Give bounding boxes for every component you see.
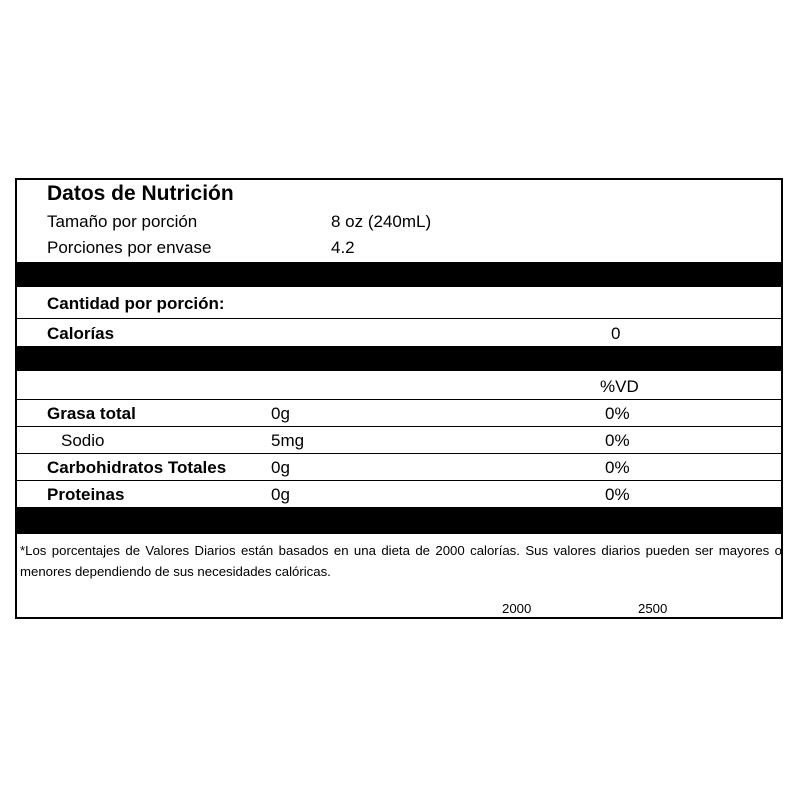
nutrient-dv-total-carbohydrates: 0% — [605, 458, 630, 477]
servings-per-container-value: 4.2 — [331, 238, 355, 257]
nutrient-name-protein: Proteinas — [47, 485, 125, 504]
thick-divider — [17, 346, 781, 371]
divider — [17, 318, 781, 319]
serving-size-label: Tamaño por porción — [47, 212, 198, 231]
nutrient-name-total-fat: Grasa total — [47, 404, 136, 423]
amount-per-serving-heading: Cantidad por porción: — [47, 294, 225, 313]
nutrient-amount-sodium: 5mg — [271, 431, 305, 450]
divider — [17, 426, 781, 427]
nutrient-name-sodium: Sodio — [61, 431, 105, 450]
nutrient-amount-protein: 0g — [271, 485, 290, 504]
serving-size-value: 8 oz (240mL) — [331, 212, 432, 231]
daily-value-header: %VD — [600, 377, 639, 396]
nutrient-dv-total-fat: 0% — [605, 404, 630, 423]
label-title: Datos de Nutrición — [47, 182, 234, 205]
thick-divider — [17, 507, 781, 534]
calories-label: Calorías — [47, 324, 115, 343]
thick-divider — [17, 262, 781, 287]
nutrient-dv-sodium: 0% — [605, 431, 630, 450]
nutrient-amount-total-carbohydrates: 0g — [271, 458, 290, 477]
nutrient-dv-protein: 0% — [605, 485, 630, 504]
divider — [17, 480, 781, 481]
divider — [17, 399, 781, 400]
servings-per-container-label: Porciones por envase — [47, 238, 212, 257]
footnote: *Los porcentajes de Valores Diarios están basados en una dieta de 2000 calorías. Sus valores diarios pueden ser mayores o menores dependiendo de sus necesidades calóricas. — [20, 543, 782, 579]
nutrient-name-total-carbohydrates: Carbohidratos Totales — [47, 458, 227, 477]
calorie-column-2000: 2000 — [502, 601, 532, 616]
calories-value: 0 — [611, 324, 621, 343]
nutrition-facts-label — [15, 178, 783, 619]
calorie-column-2500: 2500 — [638, 601, 668, 616]
divider — [17, 453, 781, 454]
nutrient-amount-total-fat: 0g — [271, 404, 290, 423]
